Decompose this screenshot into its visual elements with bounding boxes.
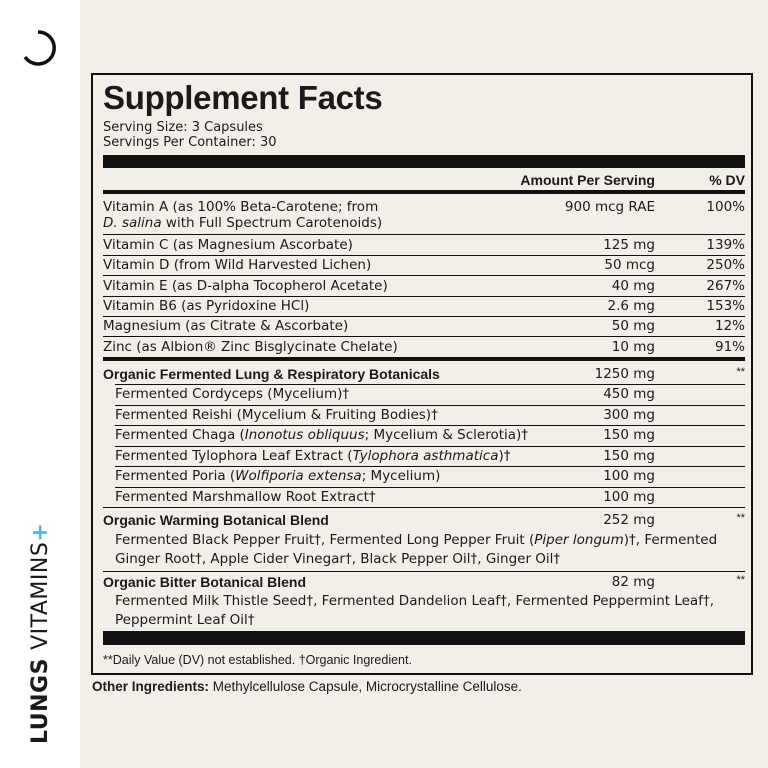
item-text: ; Mycelium & Sclerotia)† <box>364 427 529 443</box>
nutrient-name: Vitamin E (as D-alpha Tocopherol Acetate) <box>103 277 388 294</box>
row-divider <box>103 296 745 297</box>
blend-item-name <box>115 448 511 464</box>
item-italic: Tylophora asthmatica <box>352 447 499 464</box>
row-divider <box>115 405 745 406</box>
nutrient-amount: 40 mg <box>611 277 655 294</box>
nutrient-amount: 50 mcg <box>604 257 655 274</box>
item-text: Fermented Marshmallow Root Extract† <box>115 488 376 505</box>
nutrient-name: Vitamin D (from Wild Harvested Lichen) <box>103 257 372 274</box>
blend-amount: 1250 mg <box>594 366 655 382</box>
blend-item-amount: 150 mg <box>603 427 655 443</box>
serving-info <box>103 120 277 150</box>
brand-line: VITAMINS <box>28 541 53 650</box>
vitamin-a-line2: with Full Spectrum Carotenoids) <box>161 215 383 231</box>
vertical-brand-text <box>28 523 53 744</box>
nutrient-row <box>103 199 745 235</box>
nutrient-name: Vitamin B6 (as Pyridoxine HCl) <box>103 297 310 314</box>
product-name: LUNGS <box>28 658 53 744</box>
item-text: Fermented Reishi (Mycelium & Fruiting Bodies)† <box>115 406 438 423</box>
blend-divider <box>103 357 745 361</box>
other-ingredients <box>92 679 522 694</box>
blend-item-name <box>115 489 376 505</box>
nutrient-amount: 125 mg <box>603 237 655 253</box>
row-divider <box>103 336 745 337</box>
blend-item-amount: 100 mg <box>603 468 655 484</box>
row-divider <box>103 275 745 276</box>
nutrient-amount: 900 mcg RAE <box>564 199 655 215</box>
nutrient-name: Vitamin C (as Magnesium Ascorbate) <box>103 237 353 253</box>
blend-item-amount: 100 mg <box>603 488 655 505</box>
blend-desc-text: Fermented Black Pepper Fruit†, Fermented Long Pepper Fruit ( <box>115 532 535 548</box>
blend-item-name <box>115 407 438 423</box>
row-divider <box>103 316 745 317</box>
left-sidebar <box>0 0 80 768</box>
blend-name: Organic Warming Botanical Blend <box>103 512 329 528</box>
item-text: ; Mycelium) <box>361 468 441 484</box>
item-text: Fermented Tylophora Leaf Extract ( <box>115 447 353 464</box>
nutrient-dv: 91% <box>714 338 745 355</box>
blend-dv: ** <box>736 512 745 524</box>
nutrient-name <box>103 199 382 231</box>
blend-desc-italic: Piper longum <box>534 532 624 548</box>
row-divider <box>115 487 745 488</box>
footnote: **Daily Value (DV) not established. †Organic Ingredient. <box>103 653 412 667</box>
blend-desc-text: )†, Fermented Ginger Root†, Apple Cider Vinegar†, Black Pepper Oil†, Ginger Oil† <box>115 532 718 567</box>
thick-divider <box>103 631 745 645</box>
blend-amount: 82 mg <box>611 574 655 590</box>
blend-item-amount: 150 mg <box>603 447 655 464</box>
item-text: Fermented Cordyceps (Mycelium)† <box>115 386 350 402</box>
nutrient-name: Magnesium (as Citrate & Ascorbate) <box>103 318 349 335</box>
item-italic: Wolfiporia extensa <box>235 468 362 484</box>
nutrient-dv: 139% <box>706 237 745 253</box>
row-divider <box>115 446 745 447</box>
row-divider <box>103 571 745 572</box>
blend-dv: ** <box>736 366 745 378</box>
vitamin-a-line1: Vitamin A (as 100% Beta-Carotene; from <box>103 199 379 215</box>
item-italic: Inonotus obliquus <box>244 427 365 443</box>
other-ingredients-label: Other Ingredients: <box>92 679 210 694</box>
blend-description <box>115 531 745 569</box>
vitamin-a-italic: D. salina <box>103 215 162 231</box>
nutrient-dv: 100% <box>706 199 745 215</box>
row-divider <box>103 507 745 508</box>
row-divider <box>115 425 745 426</box>
blend-name: Organic Bitter Botanical Blend <box>103 574 307 590</box>
other-ingredients-text: Methylcellulose Capsule, Microcrystalline Cellulose. <box>209 679 522 694</box>
nutrient-dv: 250% <box>706 257 745 274</box>
nutrient-dv: 153% <box>706 297 745 314</box>
supplement-facts-panel <box>91 73 753 675</box>
serving-size: Serving Size: 3 Capsules <box>103 120 263 135</box>
item-text: Fermented Poria ( <box>115 468 236 484</box>
nutrient-name: Zinc (as Albion® Zinc Bisglycinate Chelate) <box>103 338 398 355</box>
servings-per-container: Servings Per Container: 30 <box>103 135 277 150</box>
row-divider <box>103 234 745 235</box>
nutrient-dv: 12% <box>714 318 745 335</box>
panel-title: Supplement Facts <box>103 79 383 116</box>
nutrient-amount: 50 mg <box>611 318 655 335</box>
amount-header: Amount Per Serving <box>520 172 655 188</box>
item-text: )† <box>498 447 511 464</box>
blend-item-amount: 300 mg <box>603 406 655 423</box>
thick-divider <box>103 155 745 168</box>
blend-item-name <box>115 468 440 484</box>
brand-ring-icon <box>19 29 57 67</box>
header-divider <box>103 190 745 194</box>
item-text: Fermented Chaga ( <box>115 427 245 443</box>
blend-name: Organic Fermented Lung & Respiratory Botanicals <box>103 366 440 382</box>
nutrient-amount: 10 mg <box>611 338 655 355</box>
row-divider <box>103 255 745 256</box>
nutrient-dv: 267% <box>706 277 745 294</box>
row-divider <box>115 384 745 385</box>
nutrient-amount: 2.6 mg <box>607 297 655 314</box>
blend-amount: 252 mg <box>603 512 655 528</box>
blend-item-amount: 450 mg <box>603 386 655 402</box>
row-divider <box>115 466 745 467</box>
blend-item-name <box>115 427 528 443</box>
brand-plus: + <box>28 522 53 542</box>
blend-dv: ** <box>736 574 745 586</box>
dv-header: % DV <box>709 172 745 188</box>
blend-item-name <box>115 386 349 402</box>
blend-description: Fermented Milk Thistle Seed†, Fermented Dandelion Leaf†, Fermented Peppermint Leaf†, Peppermint Leaf Oil† <box>115 593 714 628</box>
